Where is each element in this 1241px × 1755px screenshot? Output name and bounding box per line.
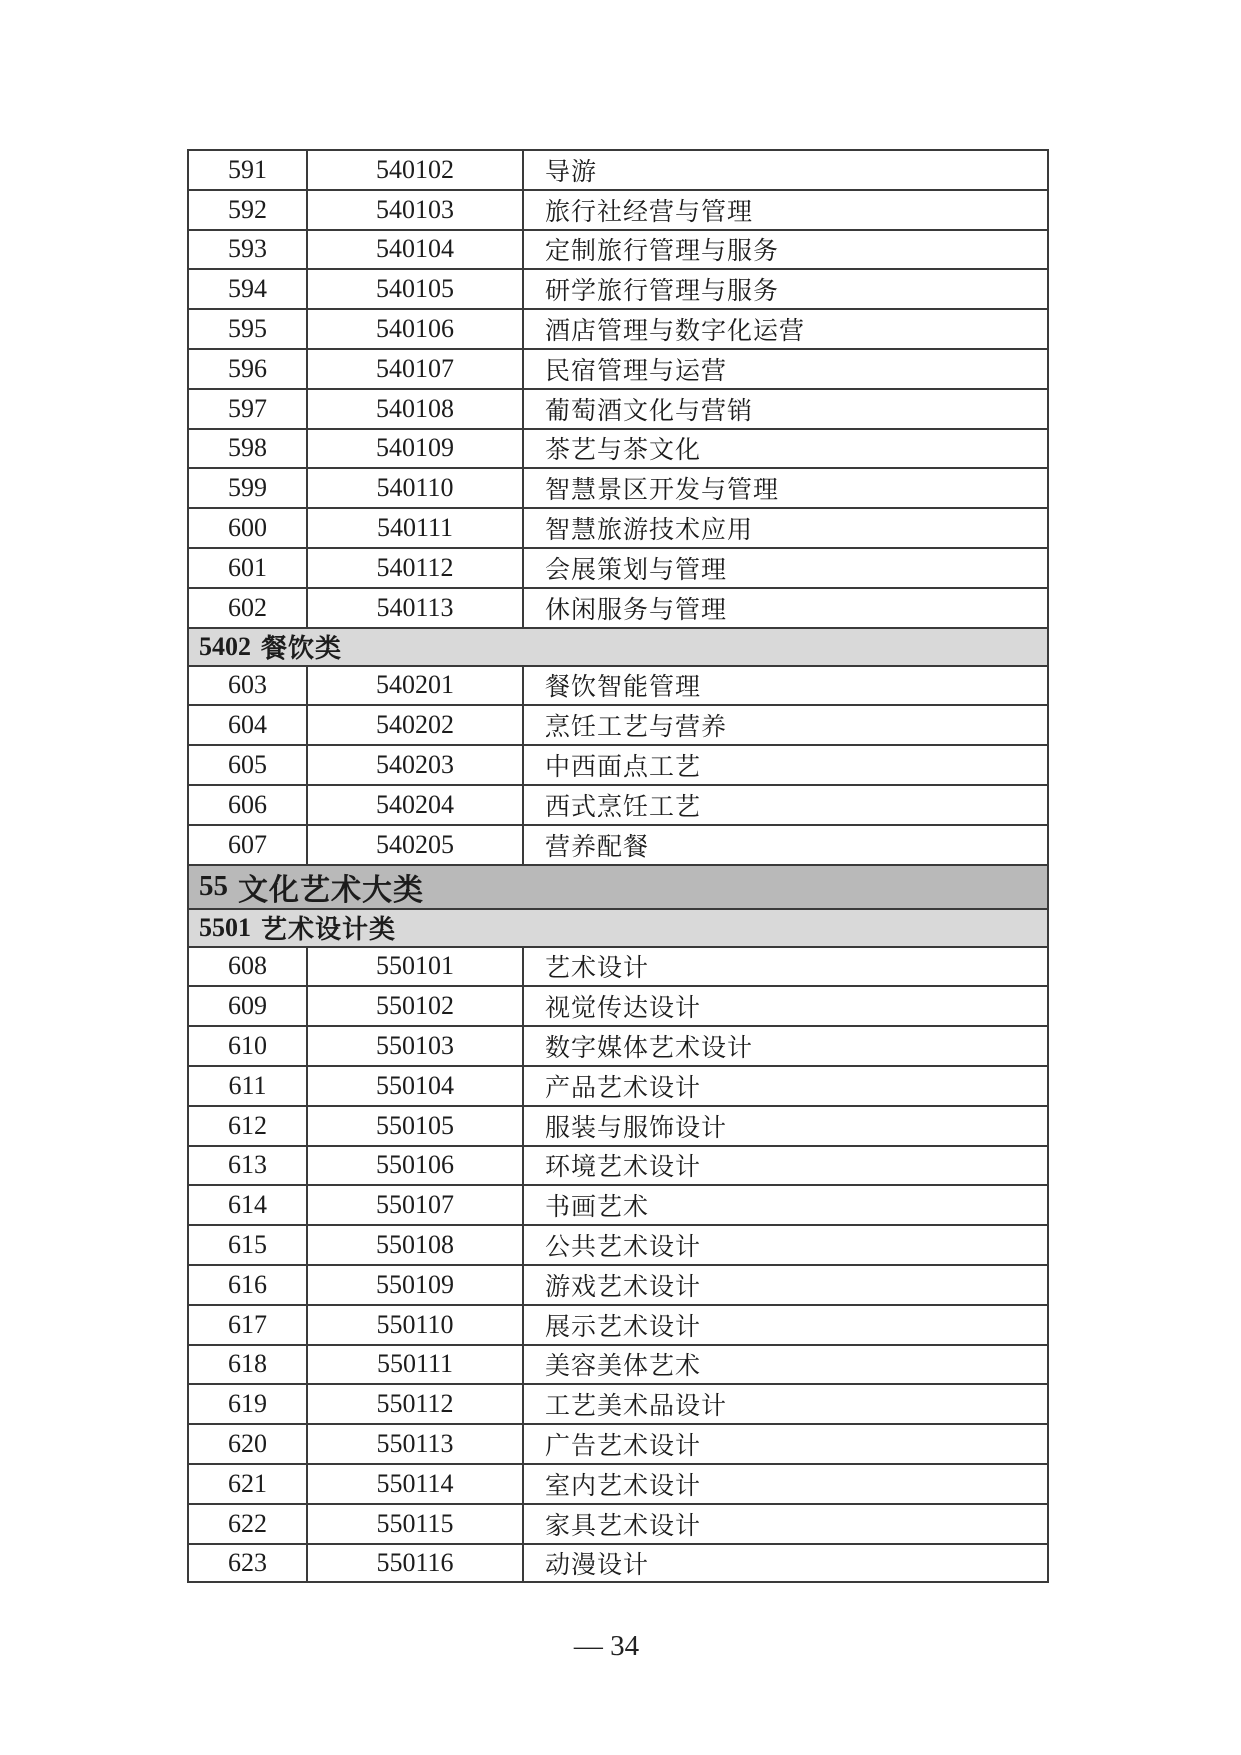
- row-seq-number: 595: [189, 310, 308, 348]
- table-row: [189, 667, 1047, 707]
- row-major-code: 550103: [308, 1027, 524, 1065]
- row-seq-number: 609: [189, 987, 308, 1025]
- table-row: [189, 1027, 1047, 1067]
- row-seq-number: 607: [189, 826, 308, 864]
- row-major-code: 540110: [308, 469, 524, 507]
- row-major-code: 550101: [308, 948, 524, 986]
- row-major-name: 广告艺术设计: [545, 1433, 702, 1460]
- row-seq-number: 621: [189, 1465, 308, 1503]
- row-seq-number: 612: [189, 1107, 308, 1145]
- row-major-name: 公共艺术设计: [545, 1234, 702, 1262]
- row-major-name: 工艺美术品设计: [545, 1393, 728, 1421]
- row-major-code: 550113: [308, 1425, 524, 1463]
- row-major-name: 西式烹饪工艺: [545, 793, 702, 821]
- row-seq-number: 591: [189, 151, 308, 189]
- row-seq-number: 606: [189, 786, 308, 824]
- row-major-code: 540106: [308, 310, 524, 348]
- row-major-code: 540203: [308, 746, 524, 784]
- row-major-name: 餐饮智能管理: [545, 674, 702, 702]
- table-row: [189, 1067, 1047, 1107]
- table-row: [189, 786, 1047, 826]
- row-major-code: 540201: [308, 667, 524, 705]
- row-seq-number: 613: [189, 1147, 308, 1185]
- row-major-name: 烹饪工艺与营养: [545, 714, 728, 742]
- row-seq-number: 617: [189, 1306, 308, 1344]
- row-seq-number: 602: [189, 589, 308, 627]
- row-major-code: 550109: [308, 1266, 524, 1304]
- row-seq-number: 622: [189, 1505, 308, 1543]
- row-major-name: 研学旅行管理与服务: [545, 278, 780, 306]
- row-major-name: 会展策划与管理: [545, 556, 728, 584]
- section-header-row: [189, 866, 1047, 910]
- row-major-code: 550107: [308, 1186, 524, 1224]
- row-major-code: 540113: [308, 589, 524, 627]
- section-label: 艺术设计类: [261, 915, 397, 945]
- table-row: [189, 1226, 1047, 1266]
- table-row: [189, 231, 1047, 271]
- row-seq-number: 593: [189, 231, 308, 269]
- row-major-code: 550112: [308, 1385, 524, 1423]
- table-row: [189, 948, 1047, 988]
- table-row: [189, 1346, 1047, 1386]
- row-major-code: 540109: [308, 430, 524, 468]
- table-row: [189, 191, 1047, 231]
- table-row: [189, 1306, 1047, 1346]
- row-major-name: 视觉传达设计: [545, 995, 702, 1023]
- row-seq-number: 616: [189, 1266, 308, 1304]
- row-major-name: 中西面点工艺: [545, 754, 702, 782]
- table-row: [189, 746, 1047, 786]
- section-label: 文化艺术大类: [238, 873, 424, 907]
- row-seq-number: 614: [189, 1186, 308, 1224]
- table-row: [189, 1107, 1047, 1147]
- row-seq-number: 592: [189, 191, 308, 229]
- row-major-code: 550104: [308, 1067, 524, 1105]
- table-row: [189, 1147, 1047, 1187]
- row-major-code: 550105: [308, 1107, 524, 1145]
- table-row: [189, 390, 1047, 430]
- row-major-code: 550115: [308, 1505, 524, 1543]
- row-major-code: 540105: [308, 270, 524, 308]
- row-major-code: 550106: [308, 1147, 524, 1185]
- table-row: [189, 430, 1047, 470]
- row-major-name: 酒店管理与数字化运营: [545, 318, 806, 346]
- row-major-code: 550108: [308, 1226, 524, 1264]
- row-major-code: 550114: [308, 1465, 524, 1503]
- major-code-table: [187, 149, 1049, 1583]
- page-number: — 34: [573, 1630, 640, 1662]
- row-major-name: 民宿管理与运营: [545, 357, 728, 385]
- row-major-name: 服装与服饰设计: [545, 1114, 728, 1142]
- section-header-row: [189, 629, 1047, 667]
- row-seq-number: 601: [189, 549, 308, 587]
- row-major-name: 定制旅行管理与服务: [545, 238, 780, 266]
- row-seq-number: 604: [189, 706, 308, 744]
- row-major-name: 产品艺术设计: [545, 1074, 702, 1102]
- row-seq-number: 599: [189, 469, 308, 507]
- row-seq-number: 615: [189, 1226, 308, 1264]
- row-major-name: 展示艺术设计: [545, 1313, 702, 1341]
- table-row: [189, 589, 1047, 629]
- row-major-code: 540103: [308, 191, 524, 229]
- row-seq-number: 618: [189, 1346, 308, 1384]
- row-major-name: 动漫设计: [545, 1552, 650, 1580]
- row-major-name: 茶艺与茶文化: [545, 437, 702, 465]
- row-major-name: 数字媒体艺术设计: [545, 1035, 754, 1063]
- table-row: [189, 1266, 1047, 1306]
- row-major-code: 540108: [308, 390, 524, 428]
- row-major-name: 游戏艺术设计: [545, 1273, 702, 1301]
- row-seq-number: 600: [189, 509, 308, 547]
- table-row: [189, 826, 1047, 866]
- table-row: [189, 1385, 1047, 1425]
- row-major-code: 540104: [308, 231, 524, 269]
- row-major-name: 营养配餐: [545, 833, 650, 861]
- section-header-row: [189, 910, 1047, 948]
- table-row: [189, 151, 1047, 191]
- table-row: [189, 1505, 1047, 1545]
- row-major-code: 540102: [308, 151, 524, 189]
- row-seq-number: 605: [189, 746, 308, 784]
- row-major-name: 艺术设计: [545, 955, 650, 983]
- row-seq-number: 610: [189, 1027, 308, 1065]
- table-row: [189, 1545, 1047, 1584]
- row-major-name: 休闲服务与管理: [545, 596, 728, 624]
- table-row: [189, 1465, 1047, 1505]
- row-major-code: 550102: [308, 987, 524, 1025]
- section-code: 55: [199, 870, 228, 903]
- table-row: [189, 1425, 1047, 1465]
- row-seq-number: 594: [189, 270, 308, 308]
- section-code: 5402: [199, 631, 251, 661]
- row-major-name: 旅行社经营与管理: [545, 198, 754, 226]
- row-major-code: 540204: [308, 786, 524, 824]
- row-seq-number: 608: [189, 948, 308, 986]
- row-seq-number: 611: [189, 1067, 308, 1105]
- row-major-code: 540112: [308, 549, 524, 587]
- row-seq-number: 603: [189, 667, 308, 705]
- row-major-name: 环境艺术设计: [545, 1154, 702, 1182]
- row-major-name: 智慧旅游技术应用: [545, 517, 754, 545]
- section-label: 餐饮类: [261, 634, 343, 664]
- table-row: [189, 509, 1047, 549]
- row-major-code: 550116: [308, 1545, 524, 1583]
- row-major-name: 葡萄酒文化与营销: [545, 397, 754, 425]
- row-major-code: 540205: [308, 826, 524, 864]
- section-code: 5501: [199, 912, 251, 942]
- table-row: [189, 987, 1047, 1027]
- table-row: [189, 469, 1047, 509]
- row-major-name: 书画艺术: [545, 1194, 650, 1222]
- row-major-code: 540202: [308, 706, 524, 744]
- row-major-code: 540107: [308, 350, 524, 388]
- row-seq-number: 620: [189, 1425, 308, 1463]
- table-row: [189, 350, 1047, 390]
- row-seq-number: 597: [189, 390, 308, 428]
- row-major-name: 家具艺术设计: [545, 1512, 702, 1540]
- table-row: [189, 549, 1047, 589]
- row-seq-number: 623: [189, 1545, 308, 1583]
- row-seq-number: 596: [189, 350, 308, 388]
- table-row: [189, 1186, 1047, 1226]
- row-major-name: 室内艺术设计: [545, 1472, 702, 1500]
- row-major-code: 540111: [308, 509, 524, 547]
- row-seq-number: 598: [189, 430, 308, 468]
- row-major-code: 550111: [308, 1346, 524, 1384]
- row-major-name: 导游: [545, 158, 598, 186]
- row-seq-number: 619: [189, 1385, 308, 1423]
- table-row: [189, 706, 1047, 746]
- row-major-name: 智慧景区开发与管理: [545, 477, 780, 505]
- table-row: [189, 270, 1047, 310]
- row-major-code: 550110: [308, 1306, 524, 1344]
- table-row: [189, 310, 1047, 350]
- row-major-name: 美容美体艺术: [545, 1353, 702, 1381]
